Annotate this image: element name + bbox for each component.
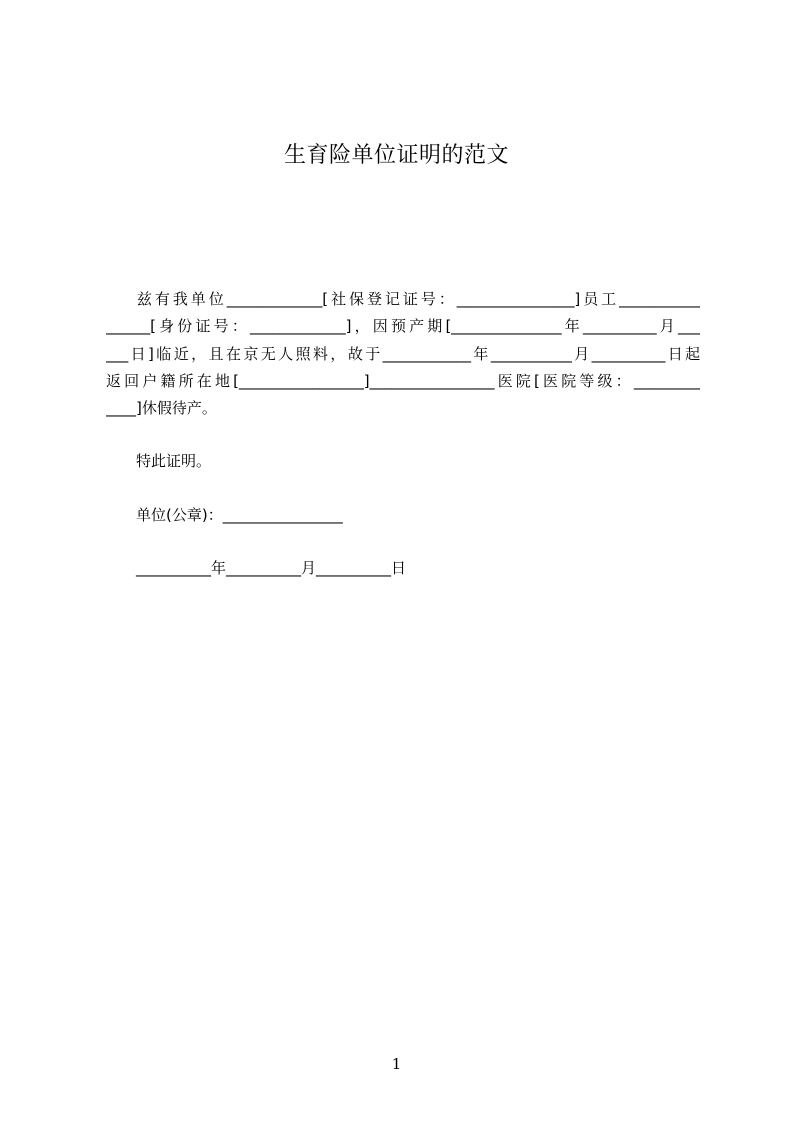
document-title: 生育险单位证明的范文 bbox=[283, 143, 509, 168]
page-number: 1 bbox=[391, 1055, 402, 1073]
certification-text: 特此证明。 bbox=[136, 452, 212, 470]
unit-seal-line: 单位(公章)：________________ bbox=[136, 506, 343, 524]
body-line: 返回户籍所在地[_________________]_________________医院[医院等级：_________ bbox=[106, 372, 700, 390]
body-line: ______[身份证号：_____________]，因预产期[_______________年__________月___ bbox=[106, 317, 700, 335]
body-line: ____]休假待产。 bbox=[106, 399, 217, 417]
date-line: __________年__________月__________日 bbox=[136, 559, 407, 577]
body-line: 兹有我单位_____________[社保登记证号：________________]员工___________ bbox=[106, 290, 700, 308]
body-line: ___日]临近，且在京无人照料，故于____________年___________月__________日起 bbox=[106, 345, 700, 363]
